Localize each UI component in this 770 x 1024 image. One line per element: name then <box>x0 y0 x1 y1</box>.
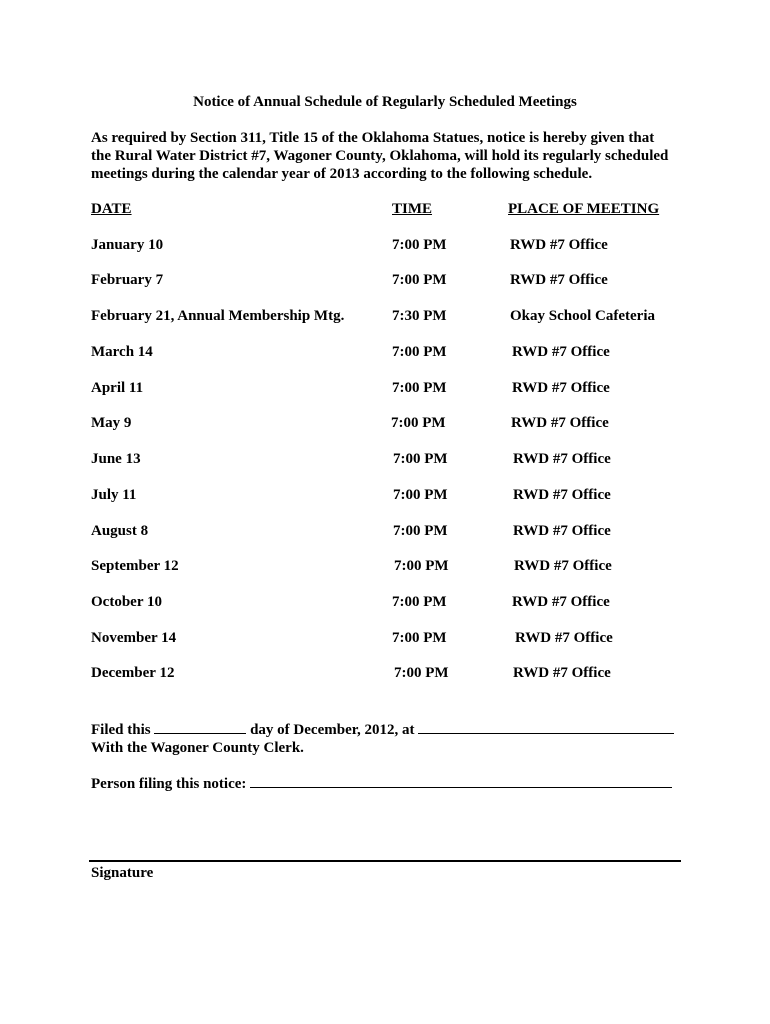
table-row <box>0 237 770 257</box>
row-place: RWD #7 Office <box>513 523 611 539</box>
row-place: RWD #7 Office <box>510 272 608 288</box>
row-place: RWD #7 Office <box>513 487 611 503</box>
row-date: March 14 <box>91 344 153 360</box>
row-time: 7:00 PM <box>393 523 448 539</box>
person-filing-line <box>91 773 672 793</box>
row-place: Okay School Cafeteria <box>510 308 655 324</box>
table-row <box>0 630 770 650</box>
row-date: June 13 <box>91 451 141 467</box>
table-row <box>0 272 770 292</box>
row-place: RWD #7 Office <box>512 344 610 360</box>
row-time: 7:00 PM <box>392 630 447 646</box>
row-place: RWD #7 Office <box>512 594 610 610</box>
signature-line[interactable] <box>89 860 681 862</box>
row-date: November 14 <box>91 630 177 646</box>
intro-paragraph <box>91 129 691 183</box>
table-row <box>0 665 770 685</box>
signature-label: Signature <box>91 865 154 881</box>
row-time: 7:00 PM <box>393 451 448 467</box>
table-row <box>0 308 770 328</box>
row-time: 7:00 PM <box>392 272 447 288</box>
row-time: 7:00 PM <box>393 487 448 503</box>
row-date: April 11 <box>91 380 144 396</box>
row-place: RWD #7 Office <box>513 451 611 467</box>
row-place: RWD #7 Office <box>512 380 610 396</box>
table-row <box>0 380 770 400</box>
row-place: RWD #7 Office <box>511 415 609 431</box>
intro-line: the Rural Water District #7, Wagoner County, Oklahoma, will hold its regularly scheduled <box>91 148 669 164</box>
table-row <box>0 344 770 364</box>
row-date: October 10 <box>91 594 162 610</box>
intro-line: meetings during the calendar year of 2013 according to the following schedule. <box>91 166 593 182</box>
row-date: December 12 <box>91 665 175 681</box>
person-blank-field[interactable] <box>250 773 672 788</box>
row-time: 7:30 PM <box>392 308 447 324</box>
filed-middle: day of December, 2012, at <box>250 722 415 738</box>
row-time: 7:00 PM <box>392 237 447 253</box>
clerk-line: With the Wagoner County Clerk. <box>91 740 304 756</box>
row-time: 7:00 PM <box>394 558 449 574</box>
row-time: 7:00 PM <box>391 415 446 431</box>
table-row <box>0 415 770 435</box>
row-place: RWD #7 Office <box>510 237 608 253</box>
row-time: 7:00 PM <box>392 594 447 610</box>
row-place: RWD #7 Office <box>514 558 612 574</box>
table-header-row <box>0 201 770 221</box>
row-time: 7:00 PM <box>392 380 447 396</box>
row-date: August 8 <box>91 523 149 539</box>
table-row <box>0 523 770 543</box>
day-blank-field[interactable] <box>154 719 246 734</box>
person-label: Person filing this notice: <box>91 776 247 792</box>
row-place: RWD #7 Office <box>513 665 611 681</box>
row-date: February 21, Annual Membership Mtg. <box>91 308 345 324</box>
row-date: May 9 <box>91 415 132 431</box>
filed-prefix: Filed this <box>91 722 151 738</box>
header-date: DATE <box>91 201 132 217</box>
row-date: July 11 <box>91 487 137 503</box>
row-time: 7:00 PM <box>394 665 449 681</box>
row-date: September 12 <box>91 558 179 574</box>
table-row <box>0 487 770 507</box>
row-place: RWD #7 Office <box>515 630 613 646</box>
table-row <box>0 451 770 471</box>
filing-statement <box>91 719 674 757</box>
header-place: PLACE OF MEETING <box>508 201 660 217</box>
table-row <box>0 594 770 614</box>
header-time: TIME <box>392 201 433 217</box>
row-date: February 7 <box>91 272 164 288</box>
intro-line: As required by Section 311, Title 15 of the Oklahoma Statues, notice is hereby given that <box>91 130 655 146</box>
row-date: January 10 <box>91 237 164 253</box>
table-row <box>0 558 770 578</box>
filed-line <box>91 719 674 739</box>
time-blank-field[interactable] <box>418 719 674 734</box>
row-time: 7:00 PM <box>392 344 447 360</box>
page-title: Notice of Annual Schedule of Regularly Scheduled Meetings <box>193 94 577 110</box>
